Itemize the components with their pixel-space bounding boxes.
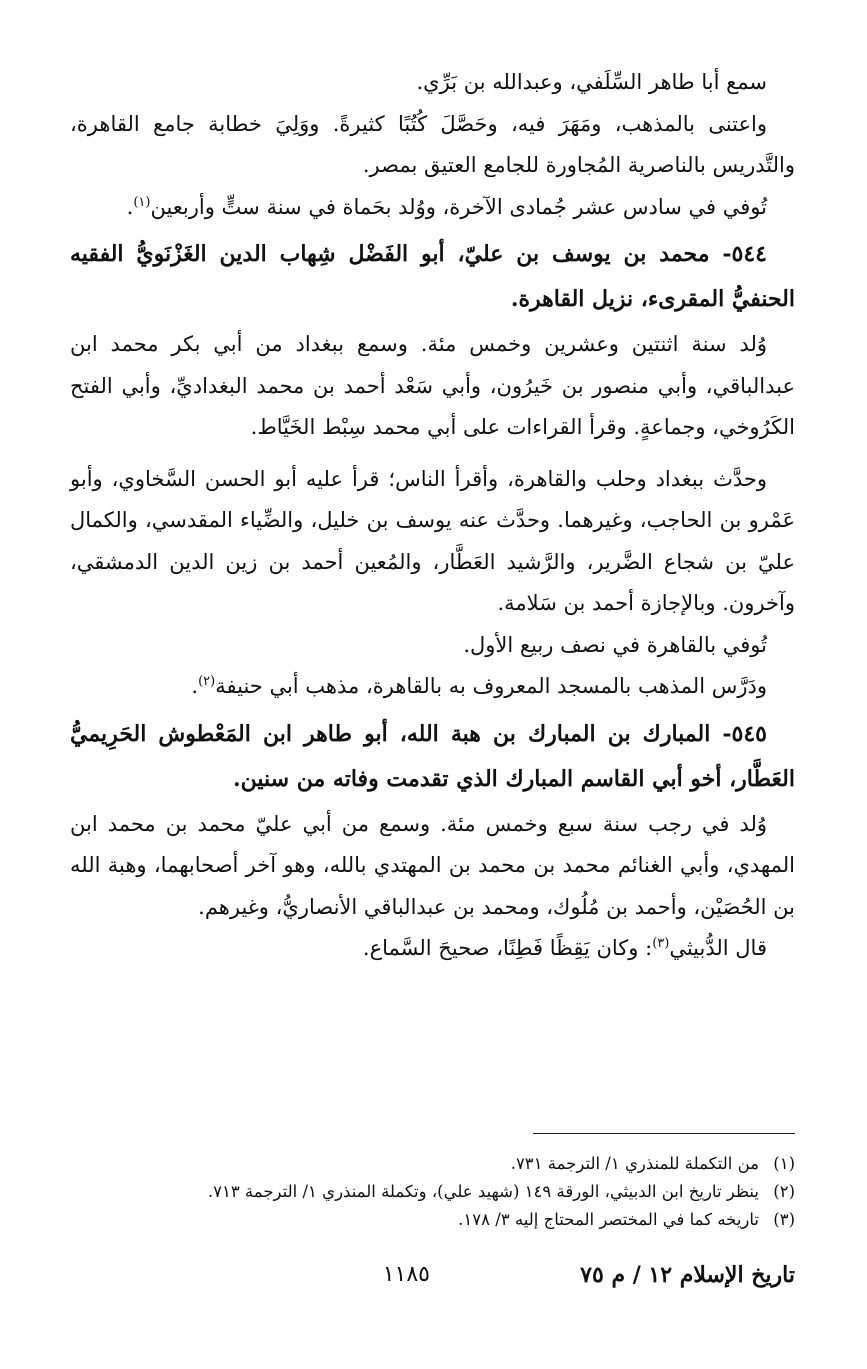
paragraph [70, 928, 795, 970]
page-footer [70, 1262, 795, 1302]
biography-entry-544: ٥٤٤- محمد بن يوسف بن عليّ، أبو الفَضْل شِهاب الدين الغَزْنَويُّ الفقيه الحنفيُّ المقرىء، نزيل القاهرة. [70, 241, 795, 312]
footnote-ref: (٣) [652, 936, 670, 951]
footnote-text: ينظر تاريخ ابن الدبيثي، الورقة ١٤٩ (شهيد علي)، وتكملة المنذري ١/ الترجمة ٧١٣. [207, 1182, 759, 1201]
footnote-text: تاريخه كما في المختصر المحتاج إليه ٣/ ١٧٨. [458, 1210, 759, 1229]
paragraph-text: تُوفي في سادس عشر جُمادى الآخرة، ووُلد بحَماة في سنة ستٍّ وأربعين [150, 194, 767, 219]
footnote [70, 1150, 795, 1178]
paragraph: تُوفي بالقاهرة في نصف ربيع الأول. [463, 632, 767, 657]
paragraph-end: . [126, 194, 134, 219]
footnote-text: من التكملة للمنذري ١/ الترجمة ٧٣١. [510, 1154, 759, 1173]
footnote [70, 1206, 795, 1234]
paragraph [70, 666, 795, 708]
paragraph-end: . [191, 674, 199, 698]
book-title: تاريخ الإسلام ١٢ / م ٧٥ [580, 1262, 795, 1288]
footnote-number: (٣) [773, 1210, 795, 1229]
paragraph: وُلد سنة اثنتين وعشرين وخمس مئة. وسمع ببغداد من أبي بكر محمد ابن عبدالباقي، وأبي منصور بن خَيرُون، وأبي سَعْد أحمد بن محمد البغداديِّ، وأبي الفتح الكَرُوخي، وجماعةٍ. وقرأ القراءات على أبي محمد سِبْط الخَيَّاط. [70, 332, 795, 439]
paragraph [70, 187, 795, 229]
paragraph-text: ودَرَّس المذهب بالمسجد المعروف به بالقاهرة، مذهب أبي حنيفة [215, 674, 767, 698]
footnote-ref: (١) [133, 194, 151, 210]
footnote-ref: (٢) [198, 674, 216, 689]
footnote [70, 1178, 795, 1206]
footnotes [70, 1150, 795, 1234]
footnote-number: (١) [773, 1154, 795, 1173]
paragraph-text: : وكان يَقِظًا فَطِنًا، صحيحَ السَّماع. [362, 936, 653, 960]
footnote-separator [533, 1133, 795, 1134]
paragraph: وحدَّث ببغداد وحلب والقاهرة، وأقرأ الناس؛ قرأ عليه أبو الحسن السَّخاوي، وأبو عَمْرو بن الحاجب، وغيرهما. وحدَّث عنه يوسف بن خليل، والضِّياء المقدسي، والكمال عليّ بن شجاع الضَّرير، والرَّشيد العَطَّار، والمُعين أحمد بن زين الدين الدمشقي، وآخرون. وبالإجازة أحمد بن سَلامة. [70, 466, 795, 615]
paragraph: واعتنى بالمذهب، ومَهَرَ فيه، وحَصَّلَ كُتُبًا كثيرةً. ووَلِيَ خطابة جامع القاهرة، والتَّدريس بالناصرية المُجاورة للجامع العتيق بمصر. [70, 111, 795, 177]
biography-entry-545: ٥٤٥- المبارك بن المبارك بن هبة الله، أبو طاهر ابن المَعْطوش الحَرِيميُّ العَطَّار، أخو أبي القاسم المبارك الذي تقدمت وفاته من سنين. [70, 720, 795, 792]
paragraph-text: قال الدُّبيثي [669, 936, 767, 960]
footnote-number: (٢) [773, 1182, 795, 1201]
paragraph: وُلد في رجب سنة سبع وخمس مئة. وسمع من أبي عليّ محمد بن محمد ابن المهدي، وأبي الغنائم محمد بن محمد بن المهتدي بالله، وهو آخر أصحابهما، وهبة الله بن الحُصَيْن، وأحمد بن مُلُوك، ومحمد بن عبدالباقي الأنصاريُّ، وغيرهم. [70, 811, 795, 919]
main-text [70, 62, 795, 970]
paragraph: سمع أبا طاهر السِّلَفي، وعبدالله بن بَرِّي. [416, 70, 767, 94]
page-number: ١١٨٥ [382, 1262, 430, 1287]
